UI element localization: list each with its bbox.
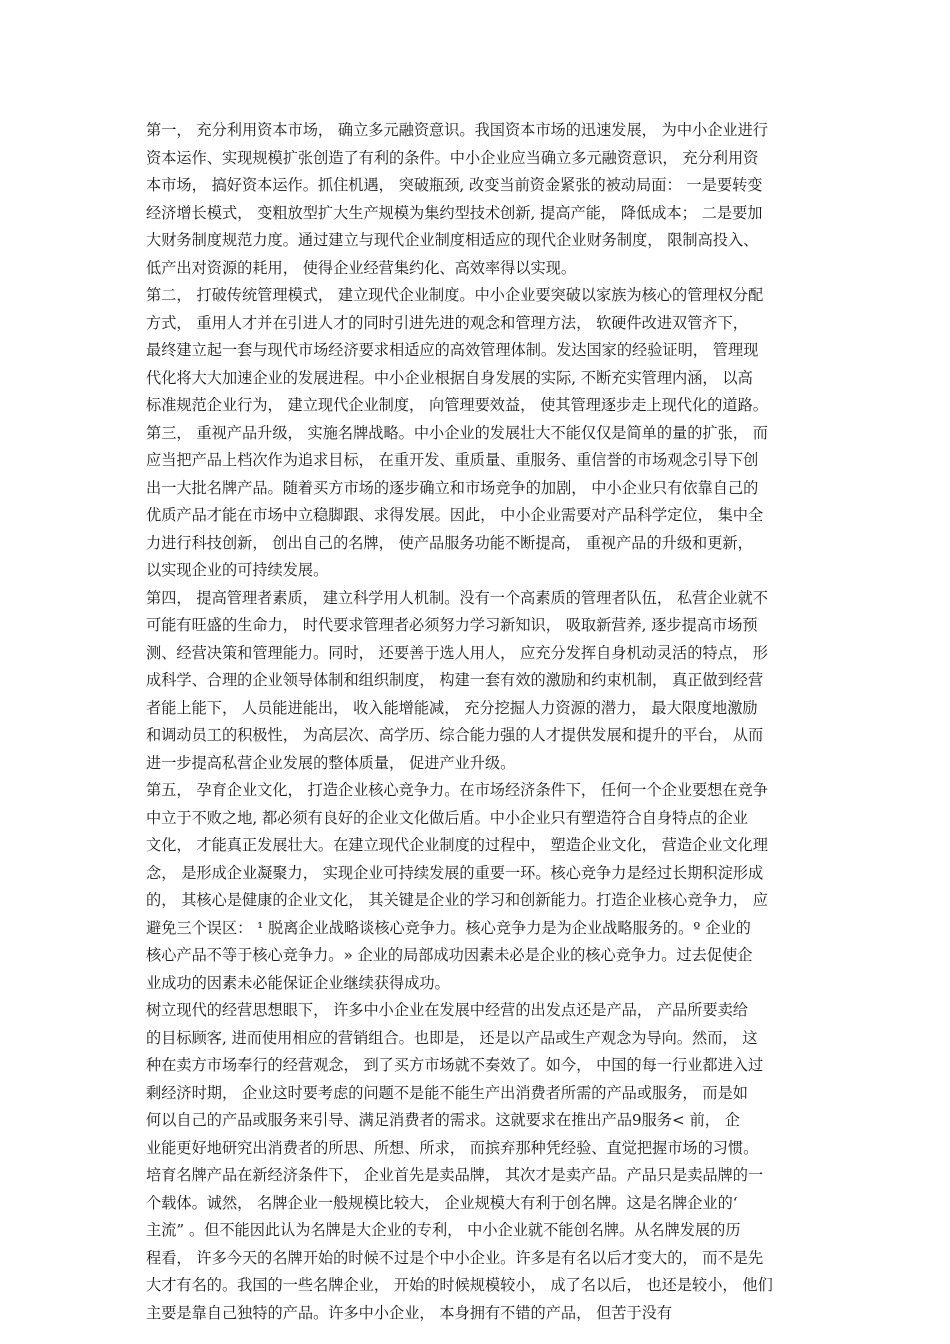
text-line: 核心产品不等于核心竞争力。» 企业的局部成功因素未必是企业的核心竞争力。过去促使企 <box>146 946 753 964</box>
text-line: 何以自己的产品或服务来引导、满足消费者的需求。这就要求在推出产品9服务< 前， 企 <box>146 1111 740 1129</box>
text-line: 避免三个误区： ¹ 脱离企业战略谈核心竞争力。核心竞争力是为企业战略服务的。º 企业的 <box>146 918 751 937</box>
text-line: 最终建立起一套与现代市场经济要求相适应的高效管理体制。发达国家的经验证明， 管理现 <box>146 341 759 359</box>
text-line: 种在卖方市场奉行的经营观念， 到了买方市场就不奏效了。如今， 中国的每一行业都进入过 <box>146 1056 764 1074</box>
text-line: 应当把产品上档次作为追求目标， 在重开发、重质量、重服务、重信誉的市场观念引导下创 <box>146 451 759 469</box>
text-line: 第一， 充分利用资本市场， 确立多元融资意识。我国资本市场的迅速发展， 为中小企业进行 <box>146 121 768 139</box>
text-line: 第二， 打破传统管理模式， 建立现代企业制度。中小企业要突破以家族为核心的管理权分配 <box>146 286 764 304</box>
text-line: 主流” 。但不能因此认为名牌是大企业的专利， 中小企业就不能创名牌。从名牌发展的历 <box>146 1221 741 1239</box>
text-line: 个载体。诚然， 名牌企业一般规模比较大， 企业规模大有利于创名牌。这是名牌企业的‘ <box>146 1193 738 1212</box>
text-line: 的目标顾客, 进而使用相应的营销组合。也即是， 还是以产品或生产观念为导向。然而， 这 <box>146 1028 758 1047</box>
text-line: 念， 是形成企业凝聚力， 实现企业可持续发展的重要一环。核心竞争力是经过长期积淀形成 <box>146 863 764 882</box>
text-line: 优质产品才能在市场中立稳脚跟、求得发展。因此， 中小企业需要对产品科学定位， 集中全 <box>146 506 764 524</box>
text-line: 培育名牌产品在新经济条件下， 企业首先是卖品牌， 其次才是卖产品。产品只是卖品牌的一 <box>146 1166 764 1184</box>
text-line: 本市场， 搞好资本运作。抓住机遇， 突破瓶颈, 改变当前资金紧张的被动局面： 一是要转变 <box>146 176 763 194</box>
text-line: 和调动员工的积极性， 为高层次、高学历、综合能力强的人才提供发展和提升的平台， 从而 <box>146 726 764 744</box>
text-line: 进一步提高私营企业发展的整体质量， 促进产业升级。 <box>146 753 516 772</box>
text-line: 出一大批名牌产品。随着买方市场的逐步确立和市场竞争的加剧， 中小企业只有依靠自己的 <box>146 478 759 497</box>
text-line: 第四， 提高管理者素质， 建立科学用人机制。没有一个高素质的管理者队伍， 私营企业就不 <box>146 588 768 607</box>
text-line: 业能更好地研究出消费者的所思、所想、所求， 而摈弃那种凭经验、直觉把握市场的习惯。 <box>146 1138 759 1157</box>
text-line: 低产出对资源的耗用， 使得企业经营集约化、高效率得以实现。 <box>146 258 577 277</box>
text-line: 测、经营决策和管理能力。同时， 还要善于选人用人， 应充分发挥自身机动灵活的特点， 形 <box>146 643 768 662</box>
text-line: 标准规范企业行为， 建立现代企业制度， 向管理要效益， 使其管理逐步走上现代化的道路。 <box>146 396 768 414</box>
text-line: 经济增长模式， 变粗放型扩大生产规模为集约型技术创新, 提高产能， 降低成本； 二是要加 <box>146 203 763 222</box>
text-line: 成科学、合理的企业领导体制和组织制度， 构建一套有效的激励和约束机制， 真正做到经营 <box>146 671 764 689</box>
text-line: 可能有旺盛的生命力， 时代要求管理者必须努力学习新知识， 吸取新营养, 逐步提高市场预 <box>146 616 758 634</box>
text-line: 文化， 才能真正发展壮大。在建立现代企业制度的过程中， 塑造企业文化， 营造企业文化理 <box>146 836 768 854</box>
text-line: 剩经济时期， 企业这时要考虑的问题不是能不能生产出消费者所需的产品或服务， 而是如 <box>146 1083 748 1102</box>
text-line: 中立于不败之地, 都必须有良好的企业文化做后盾。中小企业只有塑造符合自身特点的企业 <box>146 808 748 827</box>
text-line: 大才有名的。我国的一些名牌企业， 开始的时候规模较小， 成了名以后， 也还是较小， 他们 <box>146 1276 773 1294</box>
text-line: 者能上能下， 人员能进能出， 收入能增能减， 充分挖掘人力资源的潜力， 最大限度地激励 <box>146 698 758 717</box>
text-line: 业成功的因素未必能保证企业继续获得成功。 <box>146 973 450 992</box>
text-line: 第五， 孕育企业文化， 打造企业核心竞争力。在市场经济条件下， 任何一个企业要想在竞争 <box>146 781 768 799</box>
text-line: 主要是靠自己独特的产品。许多中小企业， 本身拥有不错的产品， 但苦于没有 <box>146 1303 673 1322</box>
body-text <box>146 117 812 1327</box>
text-line: 力进行科技创新， 创出自己的名牌， 使产品服务功能不断提高， 重视产品的升级和更新， <box>146 533 753 552</box>
text-line: 程看， 许多今天的名牌开始的时候不过是个中小企业。许多是有名以后才变大的， 而不是先 <box>146 1248 764 1267</box>
text-line: 的， 其核心是健康的企业文化， 其关键是企业的学习和创新能力。打造企业核心竞争力， 应 <box>146 891 768 909</box>
text-line: 方式， 重用人才并在引进人才的同时引进先进的观念和管理方法， 软硬件改进双管齐下， <box>146 313 748 332</box>
text-line: 大财务制度规范力度。通过建立与现代企业制度相适应的现代企业财务制度， 限制高投入、 <box>146 231 759 249</box>
text-line: 以实现企业的可持续发展。 <box>146 561 329 579</box>
text-line: 代化将大大加速企业的发展进程。中小企业根据自身发展的实际, 不断充实管理内涵， 以高 <box>146 368 753 387</box>
text-line: 资本运作、实现规模扩张创造了有利的条件。中小企业应当确立多元融资意识， 充分利用资 <box>146 148 759 167</box>
text-line: 第三， 重视产品升级， 实施名牌战略。中小企业的发展壮大不能仅仅是简单的量的扩张， 而 <box>146 423 768 442</box>
text-line: 树立现代的经营思想眼下， 许多中小企业在发展中经营的出发点还是产品， 产品所要卖给 <box>146 1001 748 1019</box>
